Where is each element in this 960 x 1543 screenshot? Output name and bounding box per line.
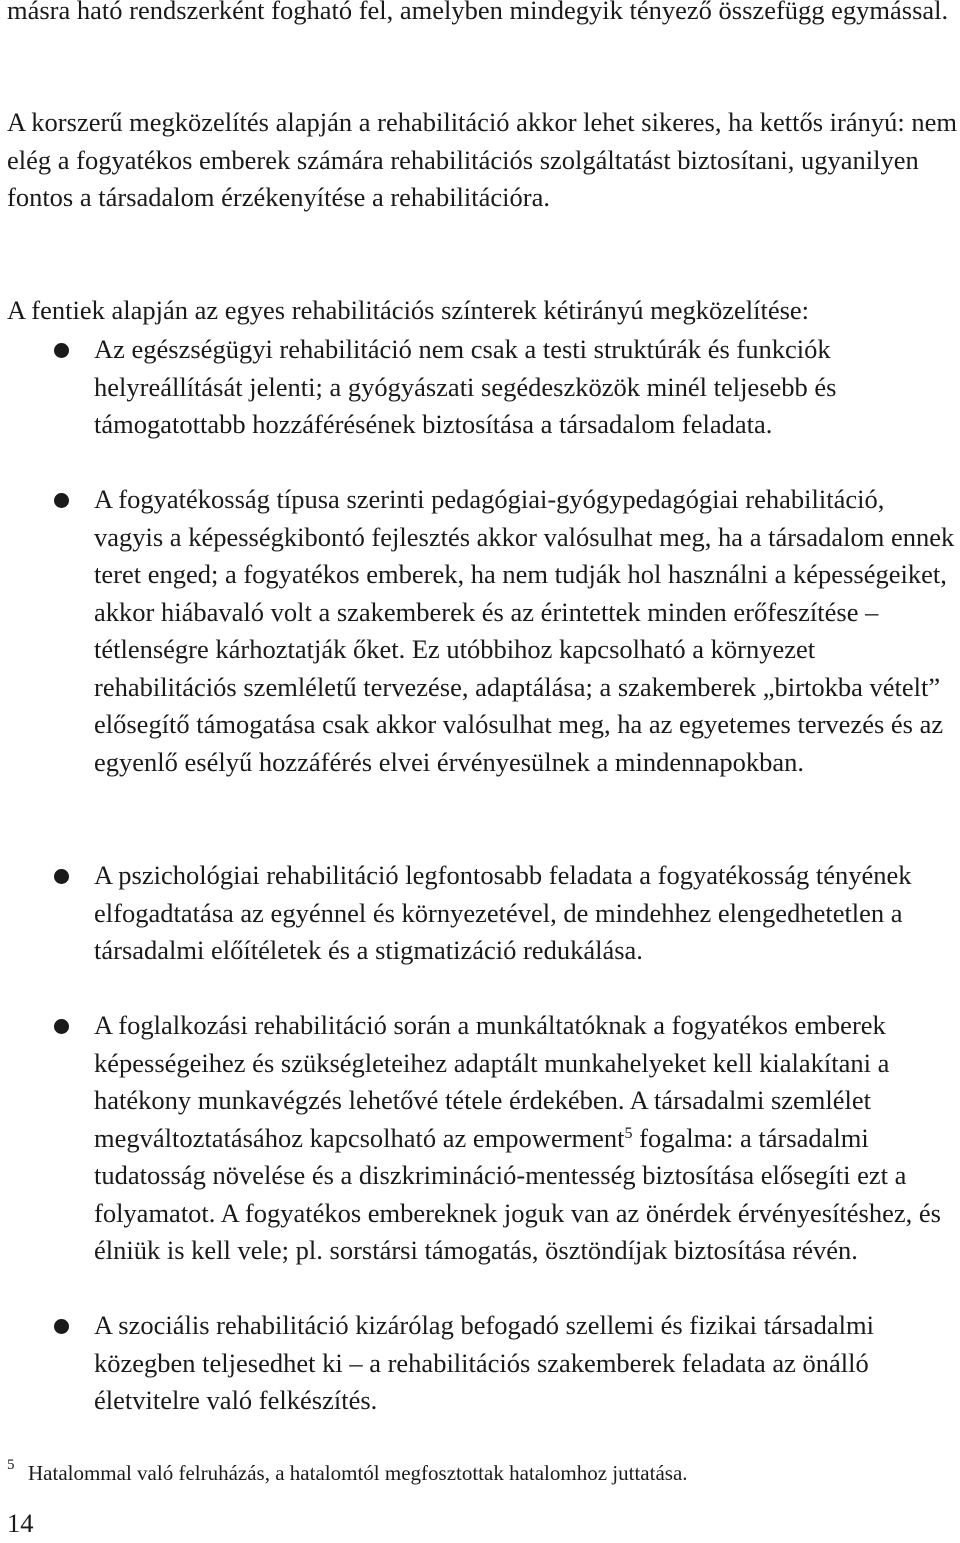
list-item-employment-text-after: fogalma: a társadalmi tudatosság növelése és a diszkrimináció-mentesség biztosítása elősegíti ezt a folyamatot. A fogyatékos embereknek joguk van az önérdek érvényesítéshez, és élniük is kell vele; pl. sorstársi támogatás, ösztöndíjak biztosítása révén. [94, 1122, 941, 1265]
bullet-dot-icon [54, 1319, 69, 1334]
bullet-dot-icon [54, 493, 69, 508]
list-item-health: Az egészségügyi rehabilitáció nem csak a testi struktúrák és funkciók helyreállítását jelenti; a gyógyászati segédeszközök minél teljesebb és támogatottabb hozzáférésének biztosítása a társadalom feladata. [94, 334, 837, 439]
page-number: 14 [7, 1508, 34, 1538]
bullet-dot-icon [54, 343, 69, 358]
list-item-pedagogical: A fogyatékosság típusa szerinti pedagógiai-gyógypedagógiai rehabilitáció, vagyis a képességkibontó fejlesztés akkor valósulhat meg, ha a társadalom ennek teret enged; a fogyatékos emberek, ha nem tudják hol használni a képességeiket, akkor hiábavaló volt a szakemberek és az érintettek minden erőfeszítése – tétlenségre kárhoztatják őket. Ez utóbbihoz kapcsolható a környezet rehabilitációs szemléletű tervezése, adaptálása; a szakemberek „birtokba vételt” elősegítő támogatása csak akkor valósulhat meg, ha az egyetemes tervezés és az egyenlő esélyű hozzáférés elvei érvényesülnek a mindennapokban. [94, 484, 955, 777]
list-item-employment [94, 1007, 958, 1270]
paragraph-modern-approach: A korszerű megközelítés alapján a rehabilitáció akkor lehet sikeres, ha kettős irányú: nem elég a fogyatékos emberek számára rehabilitációs szolgáltatást biztosítani, ugyanilyen fontos a társadalom érzékenyítése a rehabilitációra. [7, 107, 957, 212]
bullet-dot-icon [54, 1019, 69, 1034]
paragraph-list-intro: A fentiek alapján az egyes rehabilitációs színterek kétirányú megközelítése: [7, 295, 810, 325]
paragraph-intro: másra ható rendszerként fogható fel, amelyben mindegyik tényező összefügg egymással. [7, 0, 949, 25]
footnote-number: 5 [7, 1457, 15, 1473]
bullet-dot-icon [54, 869, 69, 884]
footnote-reference[interactable]: 5 [624, 1124, 633, 1142]
footnote-text: Hatalommal való felruházás, a hatalomtól megfosztottak hatalomhoz juttatása. [28, 1461, 688, 1485]
list-item-psychological: A pszichológiai rehabilitáció legfontosabb feladata a fogyatékosság tényének elfogadtatása az egyénnel és környezetével, de mindehhez elengedhetetlen a társadalmi előítéletek és a stigmatizáció redukálása. [94, 860, 912, 965]
list-item-employment-text-before: A foglalkozási rehabilitáció során a munkáltatóknak a fogyatékos emberek képességeihez és szükségleteihez adaptált munkahelyeket kell kialakítani a hatékony munkavégzés lehetővé tétele érdekében. A társadalmi szemlélet megváltoztatásához kapcsolható az empowerment [94, 1010, 890, 1153]
list-item-social: A szociális rehabilitáció kizárólag befogadó szellemi és fizikai társadalmi közegben teljesedhet ki – a rehabilitációs szakemberek feladata az önálló életvitelre való felkészítés. [94, 1310, 874, 1415]
